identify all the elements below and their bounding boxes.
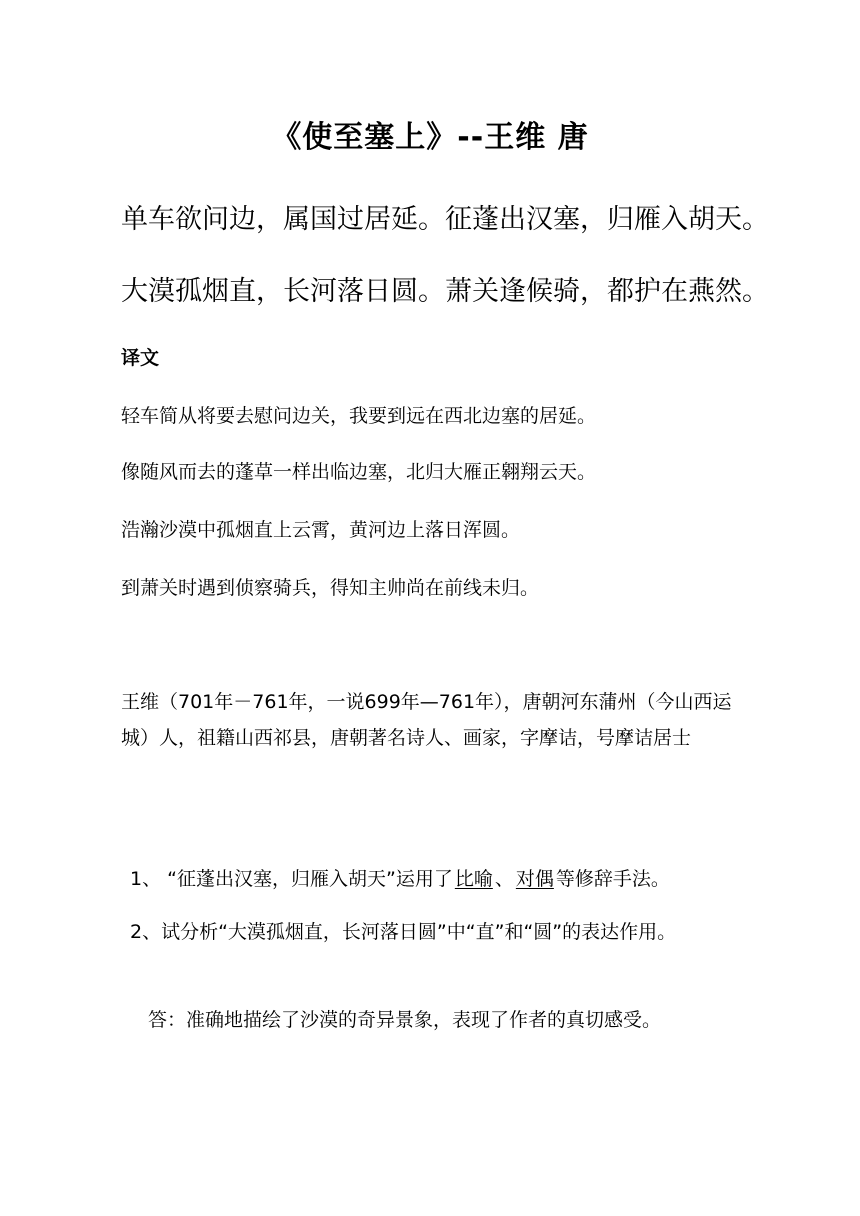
translation-line-3: 浩瀚沙漠中孤烟直上云霄，黄河边上落日浑圆。: [121, 519, 521, 541]
author-bio: 王维（701年－761年，一说699年—761年），唐朝河东蒲州（今山西运城）人，祖籍山西祁县，唐朝著名诗人、画家，字摩诘，号摩诘居士: [121, 691, 732, 749]
question-1: [130, 864, 750, 894]
answer-blank-2: 对偶: [515, 868, 554, 890]
question-1-suffix: 等修辞手法。: [555, 868, 670, 890]
poem-line-1: 单车欲问边，属国过居延。征蓬出汉塞，归雁入胡天。: [121, 204, 769, 235]
translation-line-1: 轻车简从将要去慰问边关，我要到远在西北边塞的居延。: [121, 405, 597, 427]
translation-line-2: 像随风而去的蓬草一样出临边塞，北归大雁正翱翔云天。: [121, 461, 597, 483]
poem-line-2: 大漠孤烟直，长河落日圆。萧关逢候骑，都护在燕然。: [121, 276, 769, 307]
translation-heading: 译文: [121, 347, 160, 369]
question-2-answer: 答：准确地描绘了沙漠的奇异景象，表现了作者的真切感受。: [148, 1009, 662, 1031]
question-1-prefix: 1、 “征蓬出汉塞，归雁入胡天”运用了: [130, 868, 453, 890]
answer-blank-1: 比喻: [454, 868, 493, 890]
question-1-separator: 、: [494, 868, 514, 890]
question-2: 2、试分析“大漠孤烟直，长河落日圆”中“直”和“圆”的表达作用。: [130, 921, 677, 943]
poem-title: 《使至塞上》--王维 唐: [271, 120, 589, 155]
translation-line-4: 到萧关时遇到侦察骑兵，得知主帅尚在前线未归。: [121, 577, 540, 599]
